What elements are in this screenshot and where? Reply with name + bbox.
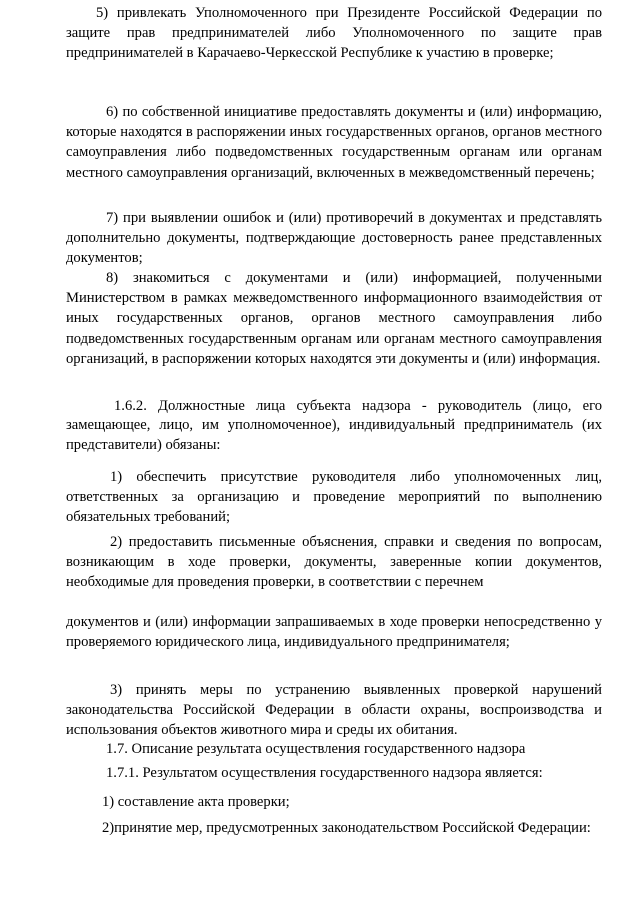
paragraph-duty-3: 3) принять меры по устранению выявленных проверкой нарушений законодательства Российской Федерации в области охраны, воспроизводства и использования объектов животного мира и среды их обитания. [66, 682, 602, 739]
paragraph-result-1: 1) составление акта проверки; [102, 794, 290, 810]
paragraph-result-2: 2)принятие мер, предусмотренных законодательством Российской Федерации: [102, 820, 591, 836]
paragraph-item-6: 6) по собственной инициативе предоставлять документы и (или) информацию, которые находятся в распоряжении иных государственных органов, органов местного самоуправления либо подведомственных государственным органам или органам местного самоуправления организаций, включенных в межведомственный перечень; [66, 104, 602, 181]
paragraph-section-1-6-2: 1.6.2. Должностные лица субъекта надзора - руководитель (лицо, его замещающее, лицо, им уполномоченное), индивидуальный предприниматель (их представители) обязаны: [66, 398, 602, 453]
paragraph-item-5: 5) привлекать Уполномоченного при Президенте Российской Федерации по защите прав предпринимателей либо Уполномоченного по защите прав предпринимателей в Карачаево-Черкесской Республике к участию в проверке; [66, 5, 602, 62]
paragraph-item-8: 8) знакомиться с документами и (или) информацией, полученными Министерством в рамках межведомственного информационного взаимодействия от иных государственных органов, органов местного самоуправления либо подведомственных государственным органам или органам местного самоуправления организаций, в распоряжении которых находятся эти документы и (или) информация. [66, 270, 602, 367]
paragraph-duty-2-continuation: документов и (или) информации запрашиваемых в ходе проверки непосредственно у проверяемого юридического лица, индивидуального предпринимателя; [66, 614, 602, 651]
paragraph-duty-1: 1) обеспечить присутствие руководителя либо уполномоченных лиц, ответственных за организацию и проведение мероприятий по выполнению обязательных требований; [66, 469, 602, 526]
paragraph-duty-2: 2) предоставить письменные объяснения, справки и сведения по вопросам, возникающим в ходе проверки, документы, заверенные копии документов, необходимые для проведения проверки, в соответствии с перечнем [66, 534, 602, 591]
heading-section-1-7: 1.7. Описание результата осуществления государственного надзора [106, 741, 526, 757]
heading-section-1-7-1: 1.7.1. Результатом осуществления государственного надзора является: [106, 765, 543, 781]
paragraph-item-7: 7) при выявлении ошибок и (или) противоречий в документах и представлять дополнительно документы, подтверждающие достоверность ранее представленных документов; [66, 210, 602, 267]
